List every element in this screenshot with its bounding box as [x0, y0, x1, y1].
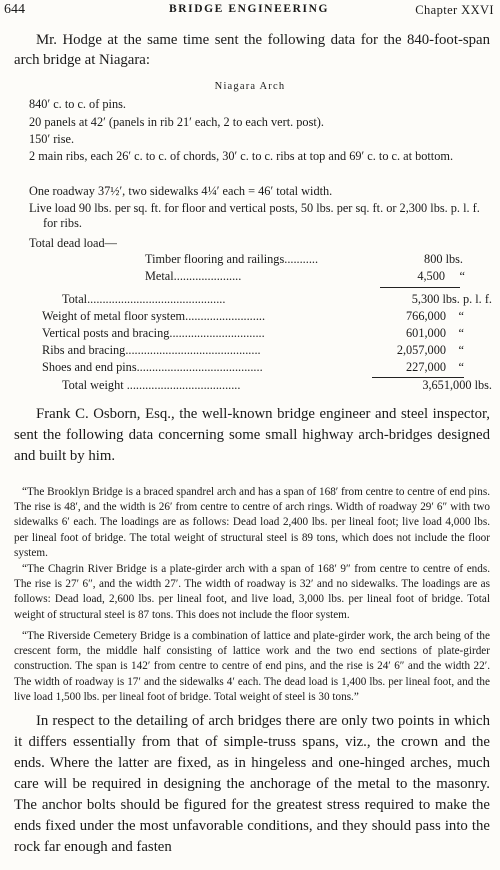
spec-line: 840′ c. to c. of pins. — [29, 97, 126, 111]
load-label: Metal...................... — [145, 269, 242, 283]
load-value: 2,057,000 — [396, 343, 446, 357]
load-value: 227,000 — [406, 360, 446, 374]
ditto-mark: “ — [458, 343, 464, 357]
load-value: 766,000 — [406, 309, 446, 323]
spec-line: 2 main ribs, each 26′ c. to c. of chords, 30′ c. to c. ribs at top and 69′ c. to c. at bottom. — [29, 149, 454, 163]
running-title: BRIDGE ENGINEERING — [168, 3, 330, 15]
intro-paragraph: Mr. Hodge at the same time sent the following data for the 840-foot-span arch bridge at Niagara: — [14, 32, 490, 68]
load-label: Ribs and bracing............................................ — [42, 343, 261, 357]
ditto-mark: “ — [458, 309, 464, 323]
section-title: Niagara Arch — [214, 81, 286, 92]
quote-brooklyn: “The Brooklyn Bridge is a braced spandrel arch and has a span of 168′ from centre to centre of end pins. The rise is 48′, and the width is 26′ from centre to centre of arch rings. Width of roadway 29′ 6″ with two sidewalks 6′ each. The loadings are as follows: Dead load 2,400 lbs. per lineal foot; live load 4,000 lbs. per lineal foot of bridge. The total weight of structural steel is 89 tons, which does not include the floor system. — [14, 486, 490, 559]
quote-riverside: “The Riverside Cemetery Bridge is a combination of lattice and plate-girder work, the arch being of the crescent form, the middle half consisting of lattice work and the two end sections of plate-girder construction. The span is 142′ from centre to centre of end pins, and the rise is 24′ 6″ and the width 22′. The width of roadway is 17′ and the sidewalks 4′ each. The dead load is 1,400 lbs. per lineal foot, and the live load 1,500 lbs. per lineal foot of bridge. Total weight of steel is 30 tons.” — [14, 630, 490, 703]
detailing-paragraph: In respect to the detailing of arch bridges there are only two points in which it differs essentially from that of simple-truss spans, viz., the crown and the ends. Where the latter are fixed, as in hingeless and one-hinged arches, much care will be required in designing the anchorage of the metal to the masonry. The anchor bolts should be figured for the greatest stress required to make the ends fixed under the most unfavorable conditions, and they should pass into the rock far enough and fasten — [14, 713, 490, 855]
load-label: Weight of metal floor system.......................... — [42, 309, 266, 323]
ditto-mark: “ — [458, 360, 464, 374]
load-label: Vertical posts and bracing............................... — [42, 326, 265, 340]
spec-line: Live load 90 lbs. per sq. ft. for floor and vertical posts, 50 lbs. per sq. ft. or 2,300 lbs. p. l. f. for ribs. — [29, 201, 480, 230]
load-value: 3,651,000 lbs. — [422, 378, 492, 392]
chapter-label: Chapter XXVI — [415, 3, 494, 17]
page-header — [4, 2, 494, 20]
load-value: 601,000 — [406, 326, 446, 340]
quote-chagrin: “The Chagrin River Bridge is a plate-girder arch with a span of 168′ 9″ from centre to centre of ends. The rise is 27′ 6″, and the width 27′. The width of roadway is 32′ and no sidewalks. The loadings are as follows: Dead load, 2,600 lbs. per lineal foot, and live load, 3,000 lbs. per lineal foot of bridge. Total weight of structural steel is 87 tons. This does not include the floor system. — [14, 563, 490, 621]
load-value: 800 lbs. — [424, 252, 463, 266]
load-label: Shoes and end pins......................................... — [42, 360, 263, 374]
spec-line: 20 panels at 42′ (panels in rib 21′ each, 2 to each vert. post). — [29, 115, 324, 129]
ditto-mark: “ — [459, 269, 465, 283]
load-row-total — [62, 292, 492, 308]
load-row-posts — [42, 326, 472, 342]
load-value: 4,500 — [417, 269, 445, 283]
load-label: Timber flooring and railings........... — [145, 252, 319, 266]
load-row-floor — [42, 309, 472, 325]
osborn-paragraph: Frank C. Osborn, Esq., the well-known bridge engineer and steel inspector, sent the following data concerning some small highway arch-bridges designed and built by him. — [14, 406, 490, 464]
ditto-mark: “ — [458, 326, 464, 340]
load-row-weight — [62, 379, 492, 397]
load-label: Total weight ..................................... — [62, 378, 241, 392]
load-value: 5,300 lbs. p. l. f. — [411, 292, 492, 306]
load-label: Total............................................. — [62, 292, 226, 306]
spec-line: One roadway 37½′, two sidewalks 4¼′ each = 46′ total width. — [29, 184, 333, 198]
spec-line: 150′ rise. — [29, 132, 75, 146]
load-row-timber — [145, 252, 475, 268]
load-row-total-weight — [62, 357, 492, 373]
sum-rule — [380, 287, 460, 288]
page-number: 644 — [4, 2, 25, 17]
spec-line: Total dead load— — [29, 236, 117, 250]
load-row-metal — [145, 269, 475, 285]
